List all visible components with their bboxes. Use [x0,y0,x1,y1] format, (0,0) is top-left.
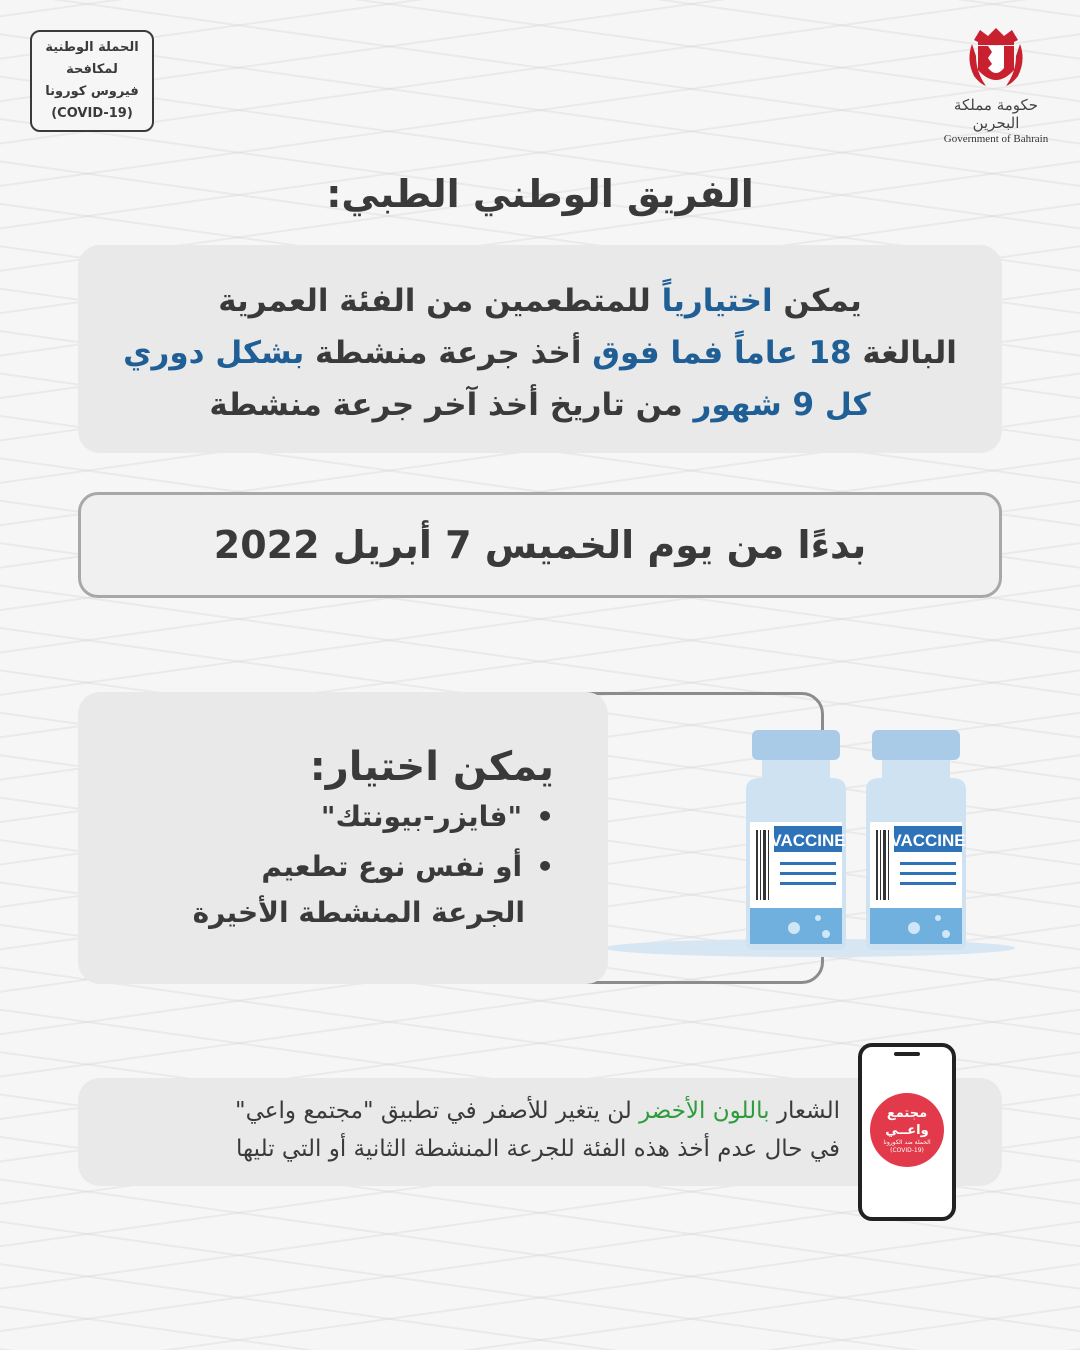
text-segment: من تاريخ أخذ آخر جرعة منشطة [209,387,694,423]
highlight-optional: اختيارياً [661,283,773,319]
text-segment: للمتطعمين من الفئة العمرية [218,283,662,319]
text-segment: البالغة [851,335,957,371]
highlight-periodic: بشكل دوري [123,335,305,371]
vaccine-option-pfizer: • "فايزر-بيونتك" [321,800,554,833]
campaign-line-3: فيروس كورونا [45,84,139,99]
app-logo-line-2: واعــي [885,1123,929,1138]
app-note-text [235,1092,840,1168]
government-logo [930,26,1062,145]
text-segment: يمكن [772,283,862,319]
app-note-line-1 [235,1092,840,1130]
highlight-age: 18 عاماً فما فوق [592,335,852,371]
vial-label: VACCINE [890,831,966,850]
booster-notice-line-3 [94,379,986,431]
vaccine-vial-icon [866,730,966,950]
start-date-box [78,492,1002,598]
campaign-badge [30,30,154,132]
booster-notice-card [78,245,1002,453]
vaccine-choice-card [78,692,608,984]
booster-notice-line-2 [94,327,986,379]
vaccine-vial-icon [746,730,846,950]
text-segment: الشعار [769,1098,840,1124]
app-note-line-2: في حال عدم أخذ هذه الفئة للجرعة المنشطة الثانية أو التي تليها [236,1136,840,1162]
highlight-green: باللون الأخضر [639,1098,770,1124]
government-english-name: Government of Bahrain [943,133,1049,145]
campaign-line-4: (COVID-19) [51,106,133,121]
text-segment: أخذ جرعة منشطة [304,335,593,371]
campaign-line-2: لمكافحة [66,62,118,77]
start-date-text: بدءًا من يوم الخميس 7 أبريل 2022 [213,523,867,567]
campaign-line-1: الحملة الوطنية [45,40,139,55]
government-arabic-name: حكومة مملكة البحرين [953,96,1039,132]
vaccine-choice-heading: يمكن اختيار: [309,744,554,790]
text-segment: لن يتغير للأصفر في تطبيق "مجتمع واعي" [235,1098,640,1124]
highlight-interval: كل 9 شهور [693,387,871,423]
app-logo-sub-1: الحملة ضد الكورونا [883,1139,931,1146]
vaccine-option-same-type-cont: الجرعة المنشطة الأخيرة [192,896,525,929]
vaccine-vials-illustration [600,720,1020,965]
mujtama-waei-app-logo [870,1093,944,1167]
phone-speaker [894,1052,920,1056]
page-title: الفريق الوطني الطبي: [326,172,754,216]
bahrain-crest-icon [966,26,1026,92]
vial-label: VACCINE [770,831,846,850]
app-logo-line-1: مجتمع [886,1106,928,1121]
phone-icon [858,1043,956,1221]
booster-notice-line-1 [94,275,986,327]
vaccine-option-same-type: • أو نفس نوع تطعيم [261,850,554,883]
app-logo-sub-2: (COVID-19) [890,1147,924,1154]
